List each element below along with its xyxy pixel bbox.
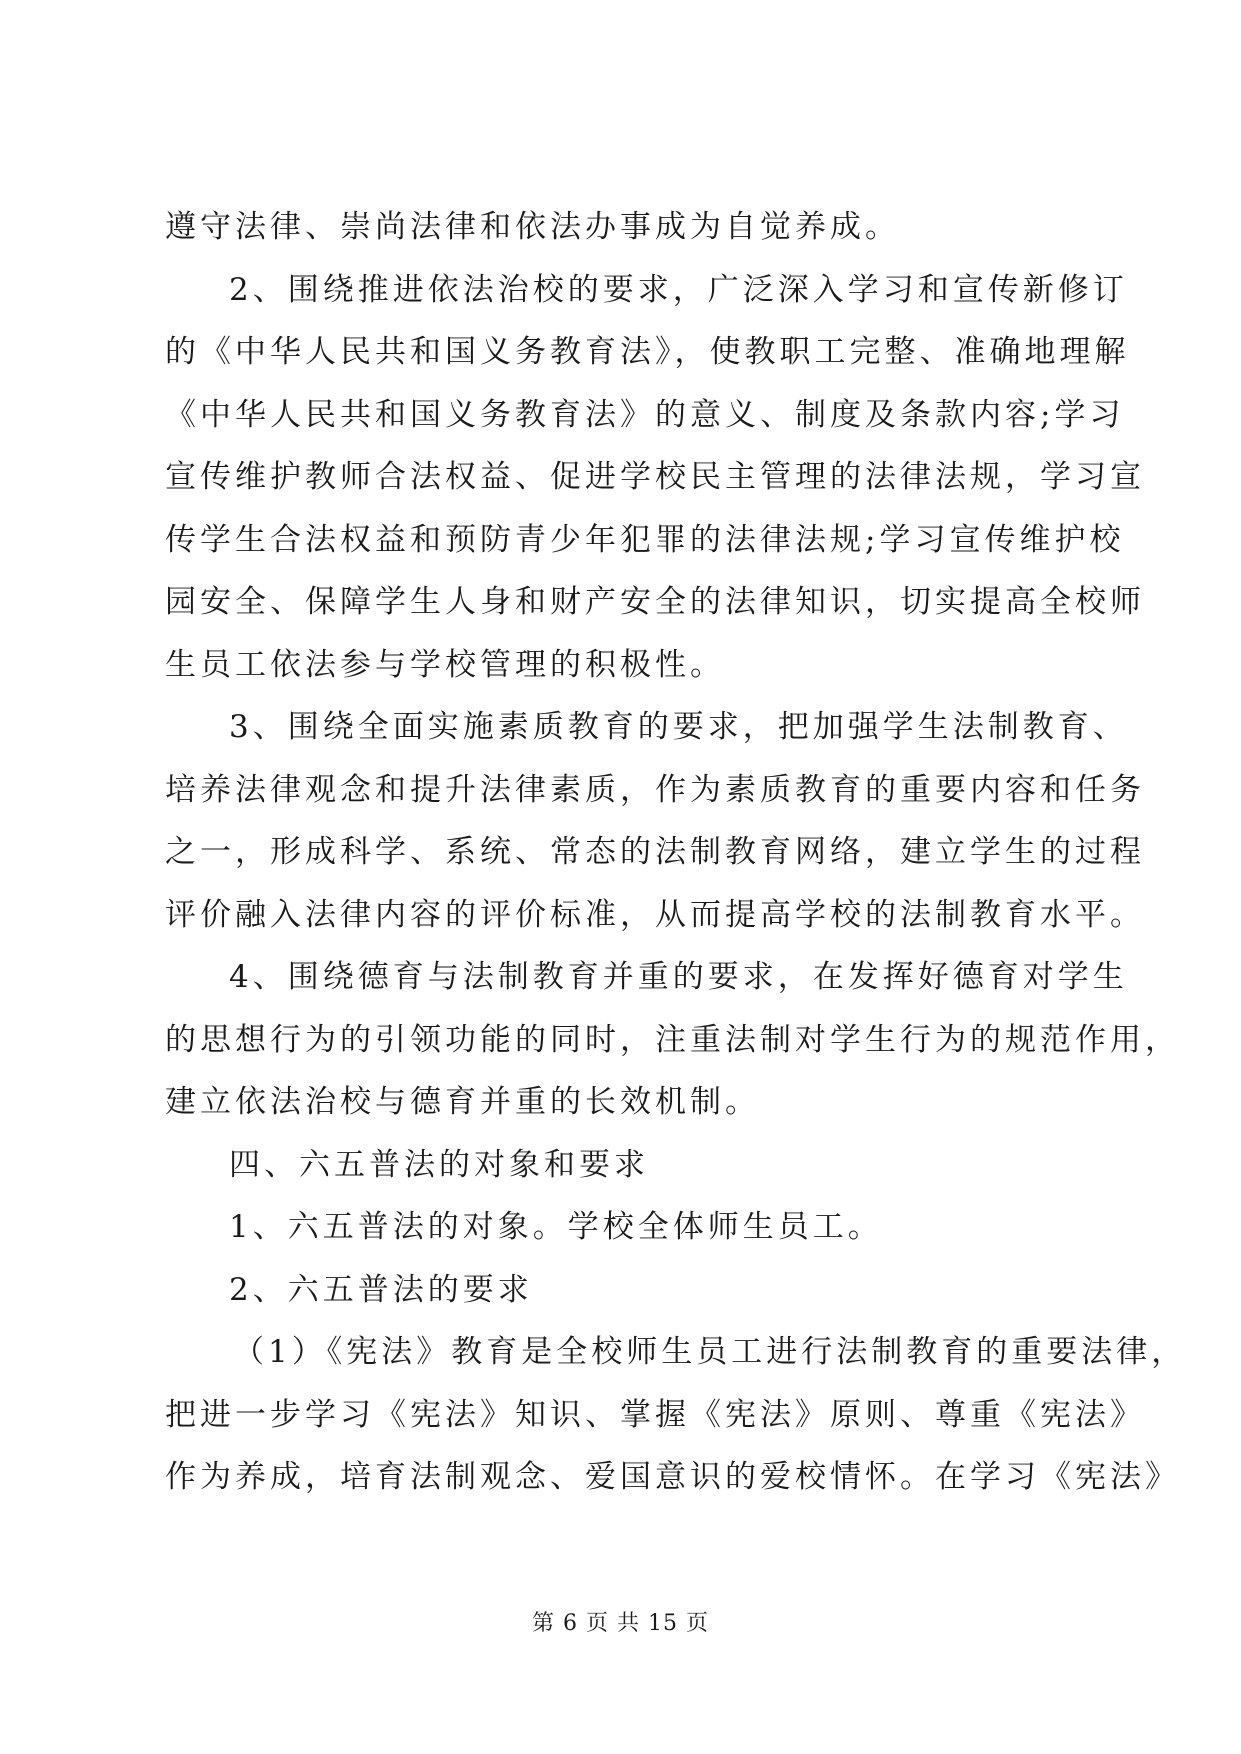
text-line-10: 培养法律观念和提升法律素质，作为素质教育的重要内容和任务 xyxy=(165,771,1145,808)
text-line-12: 评价融入法律内容的评价标准，从而提高学校的法制教育水平。 xyxy=(165,896,1145,933)
text-line-13: 4、围绕德育与法制教育并重的要求，在发挥好德育对学生 xyxy=(229,959,1128,995)
text-line-19: （1）《宪法》教育是全校师生员工进行法制教育的重要法律， xyxy=(233,1334,1187,1370)
text-line-11: 之一，形成科学、系统、常态的法制教育网络，建立学生的过程 xyxy=(165,834,1145,870)
text-line-9: 3、围绕全面实施素质教育的要求，把加强学生法制教育、 xyxy=(229,709,1128,745)
text-line-15: 建立依法治校与德育并重的长效机制。 xyxy=(165,1084,760,1120)
document-body xyxy=(165,196,1187,1509)
text-line-6: 传学生合法权益和预防青少年犯罪的法律法规;学习宣传维护校 xyxy=(165,521,1125,558)
text-line-20: 把进一步学习《宪法》知识、掌握《宪法》原则、尊重《宪法》 xyxy=(165,1396,1145,1433)
text-line-1: 遵守法律、崇尚法律和依法办事成为自觉养成。 xyxy=(165,209,900,245)
text-line-3: 的《中华人民共和国义务教育法》，使教职工完整、准确地理解 xyxy=(165,334,1130,370)
text-line-7: 园安全、保障学生人身和财产安全的法律知识，切实提高全校师 xyxy=(165,584,1145,620)
text-line-17: 1、六五普法的对象。学校全体师生员工。 xyxy=(229,1209,883,1245)
text-line-14: 的思想行为的引领功能的同时，注重法制对学生行为的规范作用， xyxy=(165,1021,1180,1058)
section-heading: 四、六五普法的对象和要求 xyxy=(229,1146,649,1183)
text-line-8: 生员工依法参与学校管理的积极性。 xyxy=(165,646,725,683)
text-line-5: 宣传维护教师合法权益、促进学校民主管理的法律法规，学习宣 xyxy=(165,459,1145,495)
text-line-2: 2、围绕推进依法治校的要求，广泛深入学习和宣传新修订 xyxy=(229,271,1128,308)
text-line-4: 《中华人民共和国义务教育法》的意义、制度及条款内容;学习 xyxy=(165,396,1125,433)
page-number-footer: 第 6 页 共 15 页 xyxy=(532,1611,709,1636)
text-line-21: 作为养成，培育法制观念、爱国意识的爱校情怀。在学习《宪法》 xyxy=(165,1459,1180,1495)
text-line-18: 2、六五普法的要求 xyxy=(229,1271,533,1308)
